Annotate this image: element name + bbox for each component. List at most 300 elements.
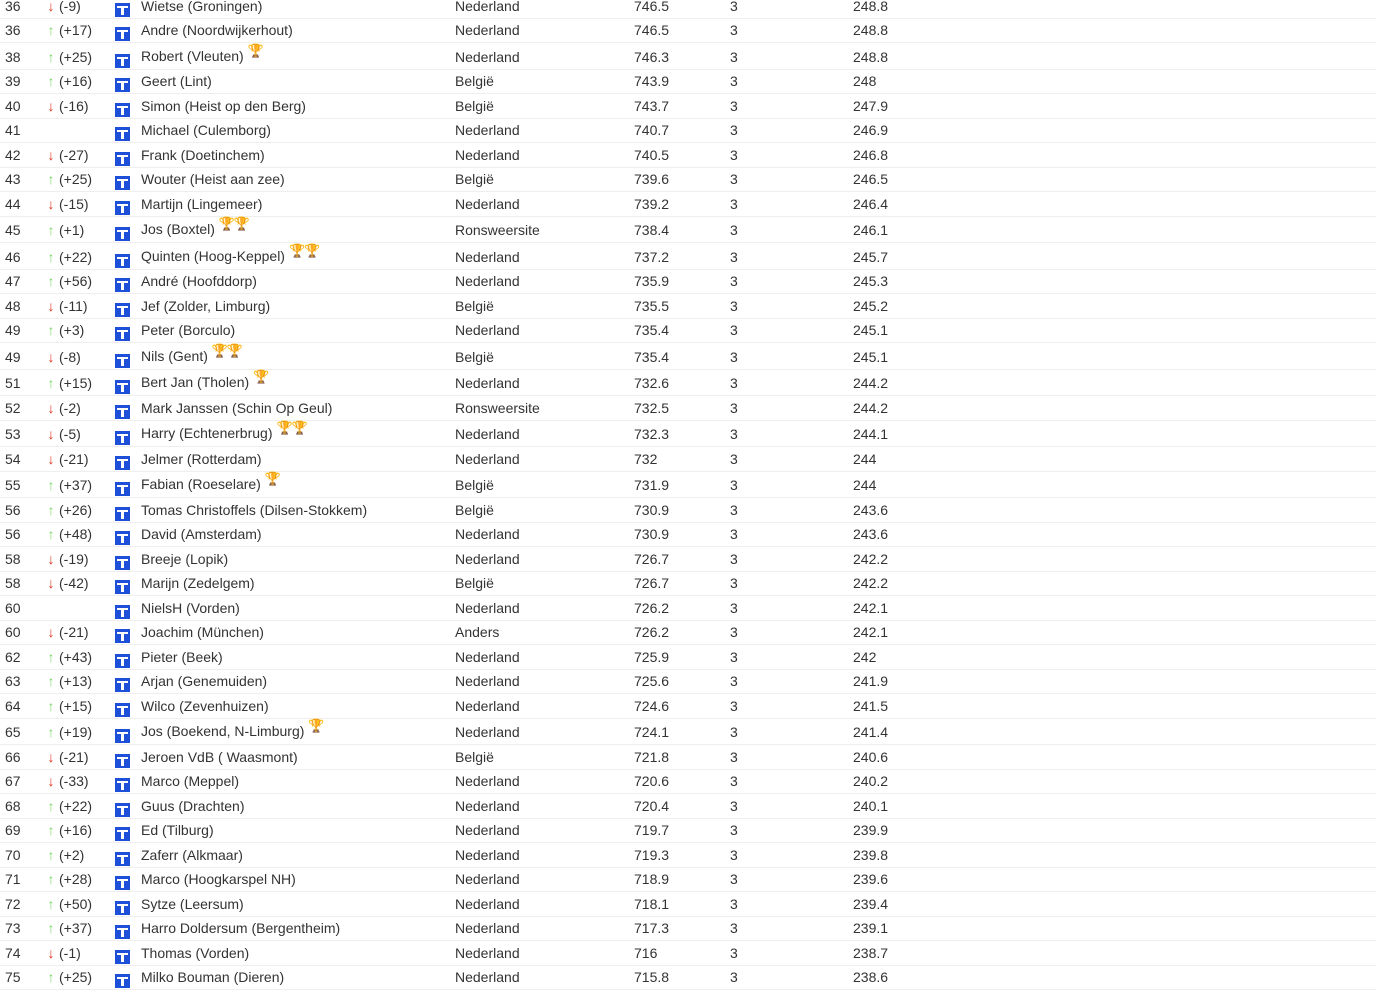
rank-change-value: (+50) [59,896,92,912]
player-flag-icon[interactable] [115,901,130,915]
player-name-link[interactable]: Fabian (Roeselare) [141,476,261,492]
rank-cell: 64 [5,698,21,714]
country-cell: Nederland [455,375,520,391]
player-name-link[interactable]: Breeje (Lopik) [141,551,228,567]
country-cell: Nederland [455,22,520,38]
arrow-up-icon: ↑ [45,249,57,265]
player-name-link[interactable]: Tomas Christoffels (Dilsen-Stokkem) [141,502,367,518]
points-cell: 721.8 [634,749,669,765]
country-cell: Nederland [455,426,520,442]
rank-cell: 69 [5,822,21,838]
rank-change-value: (+43) [59,649,92,665]
player-name-link[interactable]: André (Hoofddorp) [141,273,257,289]
player-name-link[interactable]: Frank (Doetinchem) [141,147,265,163]
player-name-link[interactable]: Wilco (Zevenhuizen) [141,698,269,714]
table-row [0,621,1376,646]
average-cell: 244.2 [853,400,888,416]
count-cell: 3 [730,98,738,114]
gold-trophy-icon: 🏆 [265,471,280,487]
table-row [0,719,1376,746]
country-cell: Nederland [455,451,520,467]
average-cell: 239.9 [853,822,888,838]
player-name-link[interactable]: Andre (Noordwijkerhout) [141,22,293,38]
arrow-up-icon: ↑ [45,822,57,838]
points-cell: 740.7 [634,122,669,138]
points-cell: 730.9 [634,502,669,518]
player-name-link[interactable]: Jef (Zolder, Limburg) [141,298,270,314]
table-row [0,217,1376,244]
points-cell: 719.3 [634,847,669,863]
average-cell: 241.4 [853,724,888,740]
rank-cell: 66 [5,749,21,765]
player-flag-icon[interactable] [115,3,130,17]
points-cell: 732 [634,451,657,467]
player-name-link[interactable]: Bert Jan (Tholen) [141,374,249,390]
player-name-link[interactable]: Jos (Boekend, N-Limburg) [141,723,304,739]
points-cell: 718.9 [634,871,669,887]
rank-change [45,73,92,89]
average-cell: 244.2 [853,375,888,391]
count-cell: 3 [730,600,738,616]
bronze-trophy-icon: 🏆 [248,43,263,59]
count-cell: 3 [730,298,738,314]
count-cell: 3 [730,575,738,591]
points-cell: 746.5 [634,22,669,38]
rank-cell: 47 [5,273,21,289]
player-flag-icon[interactable] [115,605,130,619]
rank-change-value: (-5) [59,426,81,442]
player-name-link[interactable]: Peter (Borculo) [141,322,235,338]
table-row [0,421,1376,448]
rank-change [45,171,92,187]
count-cell: 3 [730,896,738,912]
rank-change [45,920,92,936]
arrow-up-icon: ↑ [45,49,57,65]
average-cell: 242 [853,649,876,665]
table-row [0,294,1376,319]
rank-cell: 51 [5,375,21,391]
arrow-down-icon: ↓ [45,945,57,961]
count-cell: 3 [730,426,738,442]
average-cell: 248.8 [853,0,888,14]
rank-change-value: (-1) [59,945,81,961]
average-cell: 239.1 [853,920,888,936]
player-name-link[interactable]: Joachim (München) [141,624,264,640]
country-cell: België [455,749,494,765]
table-row [0,523,1376,548]
player-flag-icon[interactable] [115,201,130,215]
player-name-link[interactable]: Quinten (Hoog-Keppel) [141,248,285,264]
count-cell: 3 [730,847,738,863]
player-name-link[interactable]: Marco (Meppel) [141,773,239,789]
rank-change [45,400,81,416]
count-cell: 3 [730,502,738,518]
rank-change [45,273,92,289]
count-cell: 3 [730,22,738,38]
rank-change [45,822,92,838]
arrow-down-icon: ↓ [45,773,57,789]
points-cell: 743.9 [634,73,669,89]
rank-change [45,375,92,391]
country-cell: België [455,477,494,493]
player-flag-icon[interactable] [115,303,130,317]
player-flag-icon[interactable] [115,27,130,41]
country-cell: België [455,73,494,89]
rank-change [45,551,89,567]
country-cell: Nederland [455,526,520,542]
average-cell: 240.1 [853,798,888,814]
rank-cell: 65 [5,724,21,740]
average-cell: 239.4 [853,896,888,912]
rank-change-value: (-8) [59,349,81,365]
arrow-up-icon: ↑ [45,73,57,89]
player-flag-icon[interactable] [115,54,130,68]
arrow-down-icon: ↓ [45,147,57,163]
player-flag-icon[interactable] [115,227,130,241]
player-name-link[interactable]: Milko Bouman (Dieren) [141,969,284,985]
average-cell: 242.2 [853,551,888,567]
average-cell: 246.8 [853,147,888,163]
rank-change [45,22,92,38]
average-cell: 245.1 [853,349,888,365]
player-name-link[interactable]: Michael (Culemborg) [141,122,271,138]
country-cell: Nederland [455,0,520,14]
average-cell: 244 [853,477,876,493]
player-name-link[interactable]: Geert (Lint) [141,73,212,89]
rank-change [45,773,89,789]
player-name-link[interactable]: Simon (Heist op den Berg) [141,98,306,114]
points-cell: 746.3 [634,49,669,65]
points-cell: 730.9 [634,526,669,542]
rank-change [45,798,92,814]
count-cell: 3 [730,322,738,338]
average-cell: 245.2 [853,298,888,314]
points-cell: 732.6 [634,375,669,391]
table-row [0,343,1376,370]
table-row [0,498,1376,523]
table-row [0,892,1376,917]
player-name-link[interactable]: Jos (Boxtel) [141,221,215,237]
player-flag-icon[interactable] [115,580,130,594]
table-row [0,370,1376,397]
player-name-link[interactable]: Thomas (Vorden) [141,945,249,961]
arrow-up-icon: ↑ [45,896,57,912]
average-cell: 243.6 [853,502,888,518]
table-row [0,596,1376,621]
average-cell: 242.1 [853,600,888,616]
count-cell: 3 [730,273,738,289]
average-cell: 248.8 [853,22,888,38]
rank-change-value: (-15) [59,196,89,212]
player-flag-icon[interactable] [115,950,130,964]
rank-change-value: (+48) [59,526,92,542]
player-flag-icon[interactable] [115,507,130,521]
arrow-down-icon: ↓ [45,349,57,365]
player-name-link[interactable]: Harro Doldersum (Bergentheim) [141,920,340,936]
country-cell: Nederland [455,649,520,665]
average-cell: 238.6 [853,969,888,985]
player-flag-icon[interactable] [115,482,130,496]
table-row [0,43,1376,70]
average-cell: 239.6 [853,871,888,887]
table-row [0,745,1376,770]
silver-trophy-icon: 🏆 [212,343,227,359]
rank-change-value: (-33) [59,773,89,789]
rank-change-value: (-27) [59,147,89,163]
average-cell: 245.3 [853,273,888,289]
count-cell: 3 [730,551,738,567]
country-cell: Nederland [455,724,520,740]
average-cell: 248.8 [853,49,888,65]
points-cell: 739.2 [634,196,669,212]
count-cell: 3 [730,400,738,416]
rank-cell: 38 [5,49,21,65]
count-cell: 3 [730,871,738,887]
rank-change-value: (-21) [59,624,89,640]
player-flag-icon[interactable] [115,876,130,890]
arrow-up-icon: ↑ [45,375,57,391]
player-flag-icon[interactable] [115,654,130,668]
player-name-link[interactable]: Robert (Vleuten) [141,48,244,64]
arrow-up-icon: ↑ [45,526,57,542]
arrow-up-icon: ↑ [45,649,57,665]
arrow-up-icon: ↑ [45,871,57,887]
table-row [0,270,1376,295]
rank-cell: 55 [5,477,21,493]
rank-cell: 52 [5,400,21,416]
player-flag-icon[interactable] [115,678,130,692]
rank-change [45,147,89,163]
arrow-up-icon: ↑ [45,920,57,936]
player-flag-icon[interactable] [115,354,130,368]
count-cell: 3 [730,222,738,238]
player-name-link[interactable]: Zaferr (Alkmaar) [141,847,243,863]
player-flag-icon[interactable] [115,152,130,166]
rank-cell: 56 [5,526,21,542]
player-name-link[interactable]: Pieter (Beek) [141,649,223,665]
rank-change-value: (+16) [59,822,92,838]
table-row [0,868,1376,893]
country-cell: Nederland [455,551,520,567]
country-cell: Nederland [455,249,520,265]
rank-change [45,698,92,714]
points-cell: 726.2 [634,624,669,640]
arrow-down-icon: ↓ [45,196,57,212]
country-cell: Nederland [455,600,520,616]
table-row [0,243,1376,270]
player-name-link[interactable]: Martijn (Lingemeer) [141,196,262,212]
average-cell: 246.5 [853,171,888,187]
player-flag-icon[interactable] [115,405,130,419]
rank-cell: 49 [5,322,21,338]
rank-cell: 72 [5,896,21,912]
points-cell: 731.9 [634,477,669,493]
arrow-up-icon: ↑ [45,798,57,814]
rank-change [45,673,92,689]
rank-cell: 54 [5,451,21,467]
player-name-link[interactable]: Marijn (Zedelgem) [141,575,255,591]
rank-change [45,426,81,442]
player-name-link[interactable]: Ed (Tilburg) [141,822,214,838]
count-cell: 3 [730,698,738,714]
arrow-up-icon: ↑ [45,969,57,985]
player-flag-icon[interactable] [115,531,130,545]
country-cell: Nederland [455,847,520,863]
player-flag-icon[interactable] [115,827,130,841]
table-row [0,966,1376,990]
player-flag-icon[interactable] [115,176,130,190]
rank-cell: 73 [5,920,21,936]
country-cell: België [455,575,494,591]
rank-change [45,896,92,912]
count-cell: 3 [730,122,738,138]
player-flag-icon[interactable] [115,327,130,341]
average-cell: 247.9 [853,98,888,114]
points-cell: 740.5 [634,147,669,163]
arrow-up-icon: ↑ [45,171,57,187]
player-flag-icon[interactable] [115,778,130,792]
table-row [0,119,1376,144]
player-flag-icon[interactable] [115,278,130,292]
player-flag-icon[interactable] [115,974,130,988]
rank-change-value: (+22) [59,249,92,265]
player-flag-icon[interactable] [115,703,130,717]
player-name-link[interactable]: Nils (Gent) [141,348,208,364]
average-cell: 244.1 [853,426,888,442]
country-cell: België [455,98,494,114]
rank-cell: 42 [5,147,21,163]
country-cell: Nederland [455,920,520,936]
player-name-link[interactable]: Arjan (Genemuiden) [141,673,267,689]
average-cell: 242.1 [853,624,888,640]
count-cell: 3 [730,49,738,65]
average-cell: 245.1 [853,322,888,338]
points-cell: 716 [634,945,657,961]
points-cell: 720.4 [634,798,669,814]
rank-change-value: (+25) [59,171,92,187]
points-cell: 732.5 [634,400,669,416]
points-cell: 726.2 [634,600,669,616]
country-cell: België [455,298,494,314]
player-flag-icon[interactable] [115,925,130,939]
rank-change-value: (+15) [59,698,92,714]
rank-cell: 45 [5,222,21,238]
gold-trophy-icon: 🏆 [277,420,292,436]
rank-change-value: (+37) [59,477,92,493]
rank-cell: 43 [5,171,21,187]
rank-cell: 44 [5,196,21,212]
rank-change [45,322,84,338]
bronze-trophy-icon: 🏆 [253,369,268,385]
rank-change [45,298,88,314]
player-flag-icon[interactable] [115,103,130,117]
rank-change-value: (+1) [59,222,84,238]
points-cell: 726.7 [634,551,669,567]
player-name-link[interactable]: Marco (Hoogkarspel NH) [141,871,296,887]
arrow-down-icon: ↓ [45,98,57,114]
table-row [0,319,1376,344]
count-cell: 3 [730,249,738,265]
rank-cell: 36 [5,22,21,38]
arrow-down-icon: ↓ [45,298,57,314]
country-cell: Nederland [455,945,520,961]
rank-cell: 48 [5,298,21,314]
count-cell: 3 [730,773,738,789]
arrow-down-icon: ↓ [45,624,57,640]
player-flag-icon[interactable] [115,729,130,743]
player-name-link[interactable]: Jelmer (Rotterdam) [141,451,262,467]
arrow-up-icon: ↑ [45,502,57,518]
player-flag-icon[interactable] [115,127,130,141]
rank-change [45,945,81,961]
player-flag-icon[interactable] [115,380,130,394]
rank-cell: 53 [5,426,21,442]
rank-change-value: (+2) [59,847,84,863]
player-flag-icon[interactable] [115,852,130,866]
average-cell: 242.2 [853,575,888,591]
player-name-link[interactable]: Mark Janssen (Schin Op Geul) [141,400,332,416]
player-flag-icon[interactable] [115,456,130,470]
average-cell: 243.6 [853,526,888,542]
rank-change-value: (+25) [59,969,92,985]
player-name-link[interactable]: Sytze (Leersum) [141,896,244,912]
country-cell: Ronsweersite [455,400,540,416]
table-row [0,819,1376,844]
player-name-link[interactable]: Wietse (Groningen) [141,0,262,14]
player-name-link[interactable]: Harry (Echtenerbrug) [141,425,273,441]
player-flag-icon[interactable] [115,78,130,92]
rank-change-value: (+16) [59,73,92,89]
arrow-up-icon: ↑ [45,724,57,740]
country-cell: Nederland [455,196,520,212]
points-cell: 717.3 [634,920,669,936]
player-flag-icon[interactable] [115,556,130,570]
player-name-link[interactable]: Wouter (Heist aan zee) [141,171,285,187]
player-flag-icon[interactable] [115,431,130,445]
rank-change-value: (+3) [59,322,84,338]
points-cell: 718.1 [634,896,669,912]
silver-trophy-icon: 🏆 [308,718,323,734]
table-row [0,547,1376,572]
player-flag-icon[interactable] [115,254,130,268]
points-cell: 735.4 [634,322,669,338]
country-cell: België [455,502,494,518]
rank-change-value: (+37) [59,920,92,936]
player-name-link[interactable]: Guus (Drachten) [141,798,244,814]
rank-change-value: (-9) [59,0,81,14]
points-cell: 726.7 [634,575,669,591]
player-flag-icon[interactable] [115,803,130,817]
rank-change-value: (+26) [59,502,92,518]
rank-change [45,222,84,238]
rank-change [45,649,92,665]
points-cell: 738.4 [634,222,669,238]
bronze-trophy-icon: 🏆 [304,243,319,259]
table-row [0,572,1376,597]
player-name-link[interactable]: NielsH (Vorden) [141,600,240,616]
count-cell: 3 [730,724,738,740]
rank-change [45,451,89,467]
count-cell: 3 [730,822,738,838]
rank-change-value: (+19) [59,724,92,740]
player-name-link[interactable]: David (Amsterdam) [141,526,262,542]
country-cell: Nederland [455,698,520,714]
player-name-link[interactable]: Jeroen VdB ( Waasmont) [141,749,298,765]
player-flag-icon[interactable] [115,754,130,768]
player-flag-icon[interactable] [115,629,130,643]
points-cell: 743.7 [634,98,669,114]
arrow-down-icon: ↓ [45,749,57,765]
